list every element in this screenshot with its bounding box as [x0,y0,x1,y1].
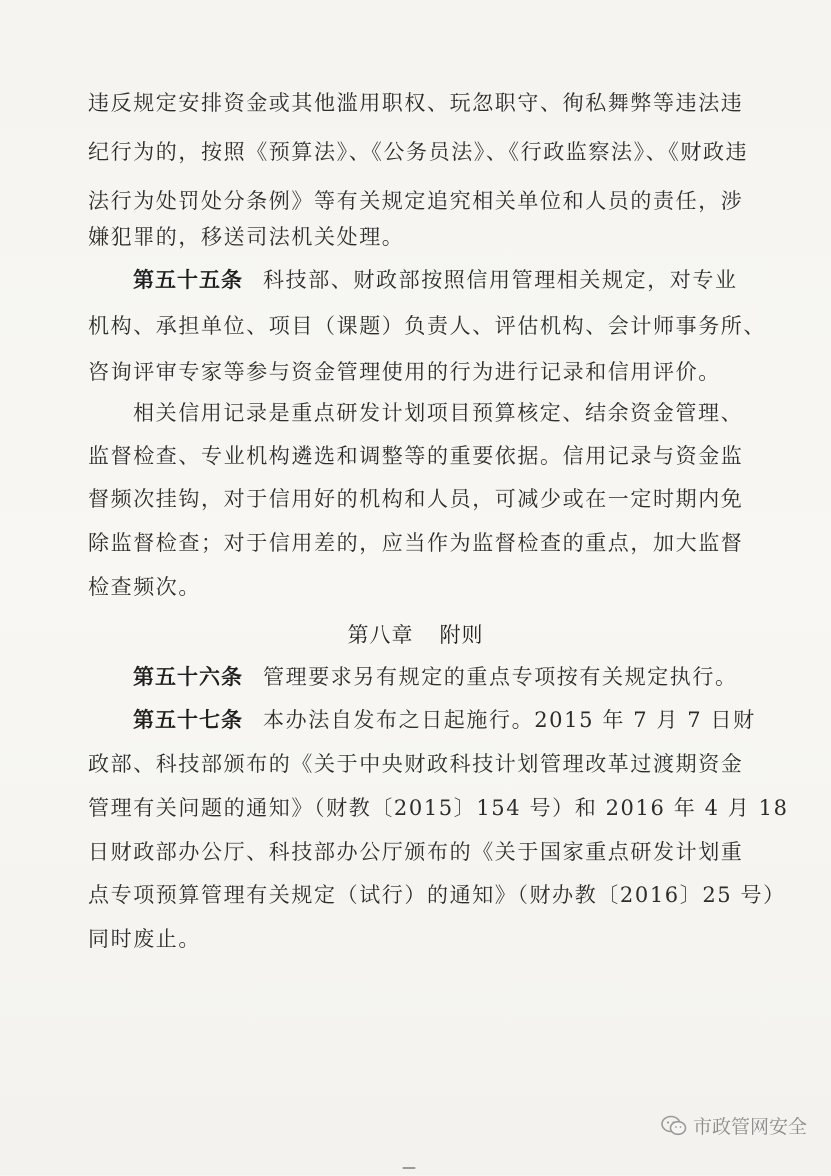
watermark-text: 市政管网安全 [692,1116,807,1138]
paragraph-line: 机构、承担单位、项目（课题）负责人、评估机构、会计师事务所、 [88,314,766,338]
chapter-heading [0,620,831,650]
wechat-icon [661,1115,687,1137]
chapter-number: 第八章 [347,623,414,647]
paragraph-line: 政部、科技部颁布的《关于中央财政科技计划管理改革过渡期资金 [88,752,744,776]
paragraph-line: 除监督检查；对于信用差的，应当作为监督检查的重点，加大监督 [88,531,744,555]
article-56-text: 管理要求另有规定的重点专项按有关规定执行。 [263,665,738,689]
paragraph-line: 检查频次。 [88,575,201,599]
paragraph-line: 违反规定安排资金或其他滥用职权、玩忽职守、徇私舞弊等违法违 [88,91,744,115]
article-57-text: 本办法自发布之日起施行。2015 年 7 月 7 日财 [263,708,756,732]
paragraph-line: 嫌犯罪的，移送司法机关处理。 [88,225,405,249]
article-56-title: 第五十六条 [133,665,243,689]
watermark [661,1112,807,1139]
paragraph-line: 管理有关问题的通知》（财教〔2015〕154 号）和 2016 年 4 月 18 [88,796,789,820]
paragraph-line: 相关信用记录是重点研发计划项目预算核定、结余资金管理、 [133,401,744,425]
paragraph-line: 点专项预算管理有关规定（试行）的通知》（财办教〔2016〕25 号） [88,883,786,907]
paragraph-line: 日财政部办公厅、科技部办公厅颁布的《关于国家重点研发计划重 [88,840,744,864]
article-56-line [133,662,738,692]
chapter-title: 附则 [439,623,484,647]
article-57-line [133,705,756,735]
paragraph-line: 督频次挂钩，对于信用好的机构和人员，可减少或在一定时期内免 [88,487,744,511]
paragraph-line: 咨询评审专家等参与资金管理使用的行为进行记录和信用评价。 [88,360,721,384]
paragraph-line: 法行为处罚处分条例》等有关规定追究相关单位和人员的责任，涉 [88,189,744,213]
paragraph-line: 纪行为的，按照《预算法》、《公务员法》、《行政监察法》、《财政违 [88,140,749,164]
paragraph-line: 监督检查、专业机构遴选和调整等的重要依据。信用记录与资金监 [88,444,744,468]
article-55-line [133,265,738,295]
article-55-title: 第五十五条 [133,268,243,292]
page-number-mark: — [402,1160,416,1176]
article-57-title: 第五十七条 [133,708,243,732]
article-55-text: 科技部、财政部按照信用管理相关规定，对专业 [263,268,738,292]
paragraph-line: 同时废止。 [88,927,201,951]
